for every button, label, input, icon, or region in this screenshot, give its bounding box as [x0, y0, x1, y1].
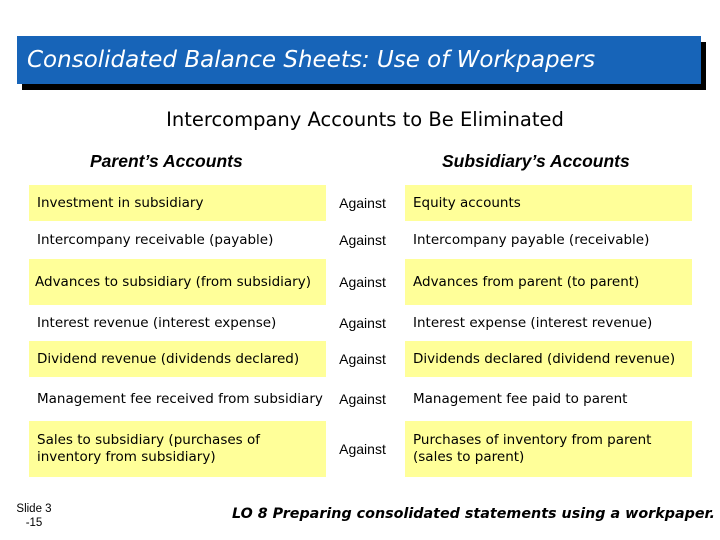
subsidiary-account-cell: Advances from parent (to parent)	[405, 259, 692, 305]
against-label: Against	[339, 231, 386, 248]
table-row	[29, 377, 692, 421]
subsidiary-account-cell: Interest expense (interest revenue)	[413, 314, 653, 331]
against-label: Against	[339, 390, 386, 407]
parent-account-cell: Intercompany receivable (payable)	[37, 231, 274, 248]
against-label: Against	[339, 273, 386, 290]
parent-account-cell: Sales to subsidiary (purchases of inventory from subsidiary)	[29, 421, 326, 477]
against-label: Against	[339, 194, 386, 211]
table-row	[29, 421, 692, 477]
subsidiary-account-cell: Dividends declared (dividend revenue)	[405, 341, 692, 377]
table-row	[29, 259, 692, 305]
slide-title: Consolidated Balance Sheets: Use of Workpapers	[27, 47, 596, 73]
title-bar	[17, 36, 701, 84]
parent-account-cell: Investment in subsidiary	[29, 185, 326, 221]
slide-label: Slide 3	[16, 503, 52, 515]
parent-accounts-header: Parent’s Accounts	[90, 151, 243, 171]
parent-account-cell: Dividend revenue (dividends declared)	[29, 341, 326, 377]
slide-number	[12, 502, 56, 530]
table-row	[29, 305, 692, 341]
slide-page: -15	[25, 517, 43, 529]
table-row	[29, 341, 692, 377]
parent-account-cell: Management fee received from subsidiary	[37, 390, 323, 407]
subsidiary-account-cell: Equity accounts	[405, 185, 692, 221]
subsidiary-accounts-header: Subsidiary’s Accounts	[442, 151, 630, 171]
parent-account-cell: Interest revenue (interest expense)	[37, 314, 277, 331]
table-row	[29, 185, 692, 221]
against-label: Against	[339, 350, 386, 367]
against-label: Against	[339, 440, 386, 457]
against-label: Against	[339, 314, 386, 331]
subtitle: Intercompany Accounts to Be Eliminated	[166, 108, 564, 131]
subsidiary-account-cell: Purchases of inventory from parent (sales to parent)	[405, 421, 692, 477]
subsidiary-account-cell: Intercompany payable (receivable)	[413, 231, 650, 248]
parent-account-cell: Advances to subsidiary (from subsidiary)	[29, 259, 326, 305]
learning-objective: LO 8 Preparing consolidated statements using a workpaper.	[232, 506, 715, 522]
table-row	[29, 221, 692, 259]
subsidiary-account-cell: Management fee paid to parent	[413, 390, 628, 407]
